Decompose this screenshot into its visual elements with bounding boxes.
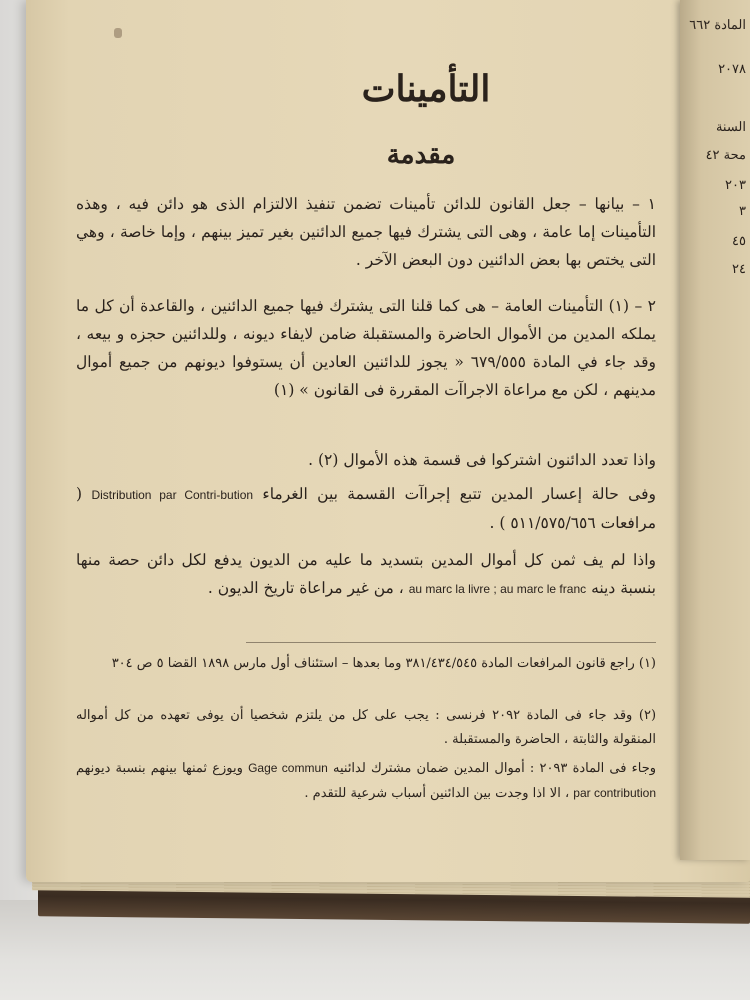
footnote-2 — [76, 704, 656, 752]
paragraph-2 — [76, 292, 656, 404]
footnote-3-french-2: par contribution — [573, 786, 656, 800]
footnote-3-arabic-end: ، الا اذا وجدت بين الدائنين أسباب شرعية للتقدم . — [304, 786, 570, 801]
facing-line-8: ٢٤ — [732, 262, 746, 277]
facing-line-1: المادة ٦٦٢ — [689, 18, 746, 33]
paragraph-5-french: au marc la livre ; au marc le franc — [408, 582, 587, 596]
paragraph-3 — [76, 446, 656, 474]
facing-line-7: ٤٥ — [732, 234, 746, 249]
footnote-3 — [76, 756, 656, 806]
paragraph-1-text: ١ – بيانها – جعل القانون للدائن تأمينات تضمن تنفيذ الالتزام الذى هو دائن فيه ، وهذه التأمينات إما عامة ، وهى التى يشترك فيها جميع الدائنين بغير تميز بينهم ، وإما خاصة ، وهي التى يختص بها بعض الدائنين دون البعض الآخر . — [76, 195, 656, 269]
paragraph-4-arabic-end: ( مرافعات ٥١١/٥٧٥/٦٥٦ ) . — [76, 485, 656, 532]
footnote-1 — [76, 652, 656, 676]
footnote-divider — [246, 642, 656, 643]
paragraph-5-text — [76, 546, 656, 603]
paragraph-4-text — [76, 480, 656, 537]
footnote-1-text: (١) راجع قانون المرافعات المادة ٣٨١/٤٣٤/٥٤٥ وما بعدها – استئناف أول مارس ١٨٩٨ القضا ٥ ص ٣٠٤ — [111, 656, 656, 671]
paragraph-5-arabic-end: ، من غير مراعاة تاريخ الديون . — [207, 579, 404, 597]
facing-line-5: ٢٠٣ — [725, 178, 746, 193]
footnote-2-text: (٢) وقد جاء فى المادة ٢٠٩٢ فرنسى : يجب على كل من يلتزم شخصيا أن يوفى تعهده من كل أمواله المنقولة والثابتة ، الحاضرة والمستقبلة . — [76, 708, 657, 747]
paragraph-3-text: واذا تعدد الدائنون اشتركوا فى قسمة هذه الأموال (٢) . — [308, 451, 656, 469]
facing-line-4: محة ٤٢ — [705, 148, 746, 163]
section-subtitle: مقدمة — [386, 140, 456, 170]
paragraph-1 — [76, 190, 656, 274]
footnote-3-arabic-mid: ويوزع ثمنها بينهم بنسبة ديونهم — [76, 761, 243, 776]
facing-line-2: ٢٠٧٨ — [718, 62, 746, 77]
paragraph-5-arabic: واذا لم يف ثمن كل أموال المدين بتسديد ما عليه من الديون يدفع لكل دائن حصة منها بنسبة دينه — [76, 551, 656, 597]
paragraph-4-arabic: وفى حالة إعسار المدين تتبع إجراآت القسمة بين الغرماء — [262, 485, 656, 503]
footnote-3-french: Gage commun — [248, 761, 328, 775]
facing-page — [680, 0, 750, 860]
paragraph-4 — [76, 480, 656, 537]
ink-smudge — [114, 28, 122, 38]
paragraph-5 — [76, 546, 656, 603]
paragraph-2-text: ٢ – (١) التأمينات العامة – هى كما قلنا التى يشترك فيها جميع الدائنين ، والقاعدة أن كل ما يملكه المدين من الأموال الحاضرة والمستقبلة ضامن لايفاء ديونه ، وللدائنين حجزه و بيعه ، وقد جاء في المادة ٦٧٩/٥٥٥ « يجوز للدائنين العادين أن يستوفوا ديونهم من جميع أموال مدينهم ، لكن مع مراعاة الاجراآت المقررة فى القانون » (١) — [76, 297, 656, 399]
footnote-3-arabic: وجاء فى المادة ٢٠٩٣ : أموال المدين ضمان مشترك لدائنيه — [333, 761, 657, 776]
paragraph-4-french: Distribution par Contri-bution — [91, 488, 254, 502]
facing-line-3: السنة — [715, 120, 746, 135]
facing-line-6: ٣ — [739, 204, 746, 219]
book-page — [26, 0, 750, 882]
footnote-3-text — [76, 756, 656, 806]
page-title: التأمينات — [361, 68, 491, 110]
